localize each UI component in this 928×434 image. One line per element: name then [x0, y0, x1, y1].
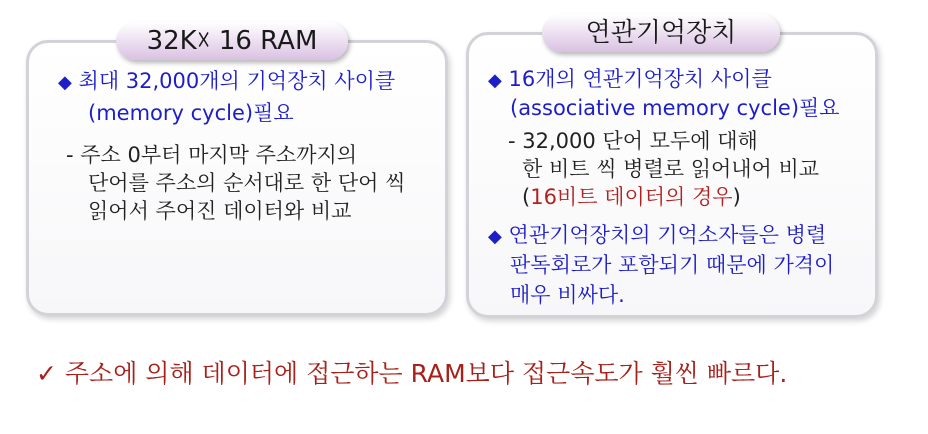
ram-sub-line-1: - 주소 0부터 마지막 주소까지의 — [66, 143, 358, 167]
assoc-sub-line-1: - 32,000 단어 모두에 대해 — [508, 129, 758, 153]
diamond-bullet-icon: ◆ — [58, 72, 72, 93]
checkmark-icon: ✓ — [36, 359, 57, 388]
assoc-bullet1-line-1 — [488, 64, 772, 96]
paren-close: ) — [732, 185, 741, 209]
ram-bullet-text-1: 최대 32,000개의 기억장치 사이클 — [78, 69, 396, 93]
ram-bullet-line-2: (memory cycle)필요 — [88, 101, 294, 125]
ram-sub-line-2: 단어를 주소의 순서대로 한 단어 씩 — [88, 171, 406, 195]
footer-statement — [36, 356, 787, 392]
assoc-bullet1-line-2: (associative memory cycle)필요 — [510, 96, 840, 120]
paren-open: ( — [522, 185, 531, 209]
assoc-sub-line-2: 한 비트 씩 병렬로 읽어내어 비교 — [522, 157, 820, 181]
assoc-bullet2-text-1: 연관기억장치의 기억소자들은 병렬 — [508, 223, 827, 247]
ram-sub-line-3: 읽어서 주어진 데이터와 비교 — [88, 199, 352, 223]
assoc-bullet2-line-3: 매우 비싸다. — [510, 283, 625, 307]
assoc-bullet2-line-2: 판독회로가 포함되기 때문에 가격이 — [510, 253, 835, 277]
assoc-sub-highlight: 16비트 데이터의 경우 — [530, 185, 733, 209]
ram-bullet-line-1 — [58, 66, 395, 98]
assoc-bullet2-line-1 — [488, 220, 826, 252]
associative-memory-panel-title: 연관기억장치 — [542, 14, 780, 52]
ram-panel-title: 32K☓ 16 RAM — [116, 22, 348, 60]
diamond-bullet-icon: ◆ — [488, 70, 502, 91]
assoc-sub-line-3 — [522, 182, 741, 212]
footer-text: 주소에 의해 데이터에 접근하는 RAM보다 접근속도가 훨씬 빠르다. — [64, 359, 788, 388]
assoc-bullet1-text-1: 16개의 연관기억장치 사이클 — [508, 67, 772, 91]
diamond-bullet-icon: ◆ — [488, 226, 502, 247]
